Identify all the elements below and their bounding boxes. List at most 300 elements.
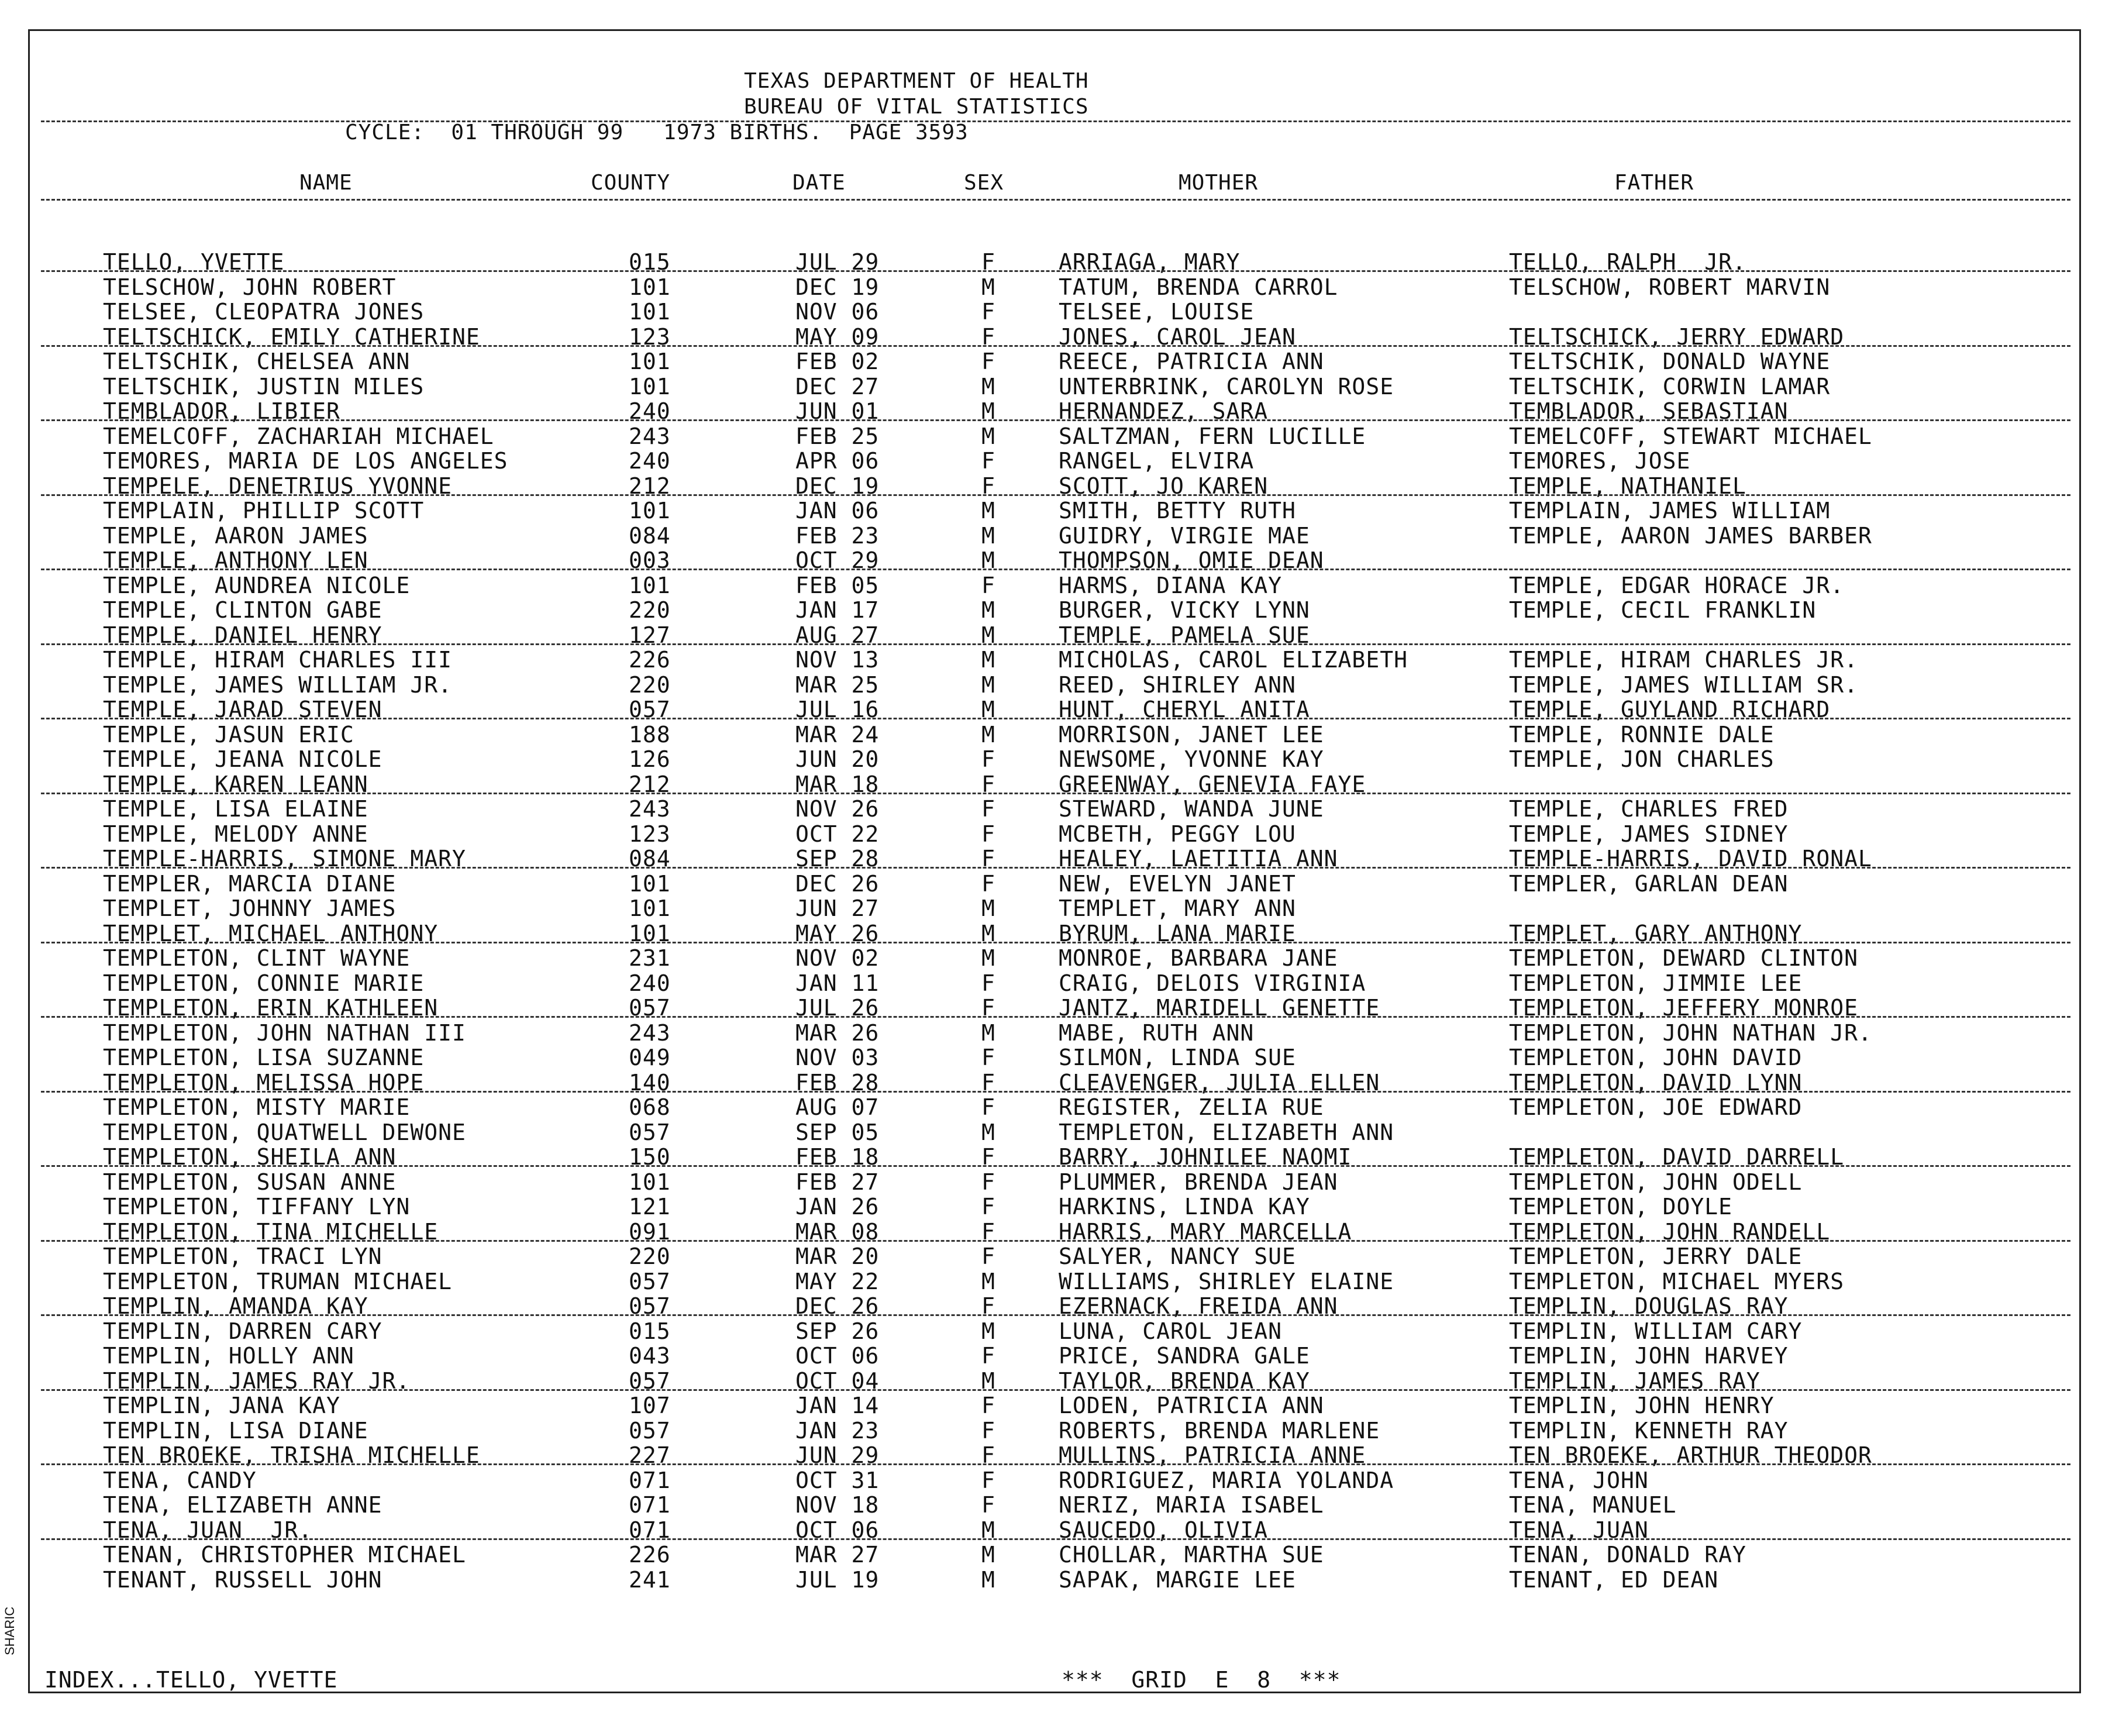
cell-date: DEC 27: [795, 373, 880, 399]
cell-name: TEMPLETON, SHEILA ANN: [103, 1144, 397, 1170]
cell-date: NOV 06: [795, 299, 880, 325]
cell-county: 240: [629, 970, 671, 996]
cell-father: TEMORES, JOSE: [1509, 448, 1691, 474]
cell-sex: F: [981, 349, 995, 374]
cell-mother: ARRIAGA, MARY: [1059, 249, 1241, 275]
cell-date: MAR 18: [795, 771, 880, 797]
cell-mother: BARRY, JOHNILEE NAOMI: [1059, 1144, 1352, 1170]
row-group-divider: [41, 1463, 2070, 1465]
cell-name: TELTSCHICK, EMILY CATHERINE: [103, 323, 480, 350]
cell-county: 140: [629, 1069, 671, 1096]
cell-sex: F: [981, 870, 995, 897]
cell-father: TEMPLE, JAMES SIDNEY: [1509, 821, 1789, 847]
cell-mother: NEWSOME, YVONNE KAY: [1059, 746, 1324, 772]
cell-mother: MABE, RUTH ANN: [1059, 1019, 1255, 1046]
cell-date: MAY 09: [795, 323, 880, 350]
bureau-title: BUREAU OF VITAL STATISTICS: [744, 95, 1089, 119]
cell-sex: F: [981, 970, 995, 996]
cell-county: 071: [629, 1467, 671, 1493]
cell-father: TEMPLE, CECIL FRANKLIN: [1509, 597, 1817, 623]
cell-name: TEMPLE, MELODY ANNE: [103, 821, 368, 847]
cell-county: 101: [629, 498, 671, 523]
table-row: [0, 1568, 2112, 1592]
cell-father: TEMPLETON, DAVID LYNN: [1509, 1069, 1803, 1096]
cell-mother: SALTZMAN, FERN LUCILLE: [1059, 423, 1366, 449]
cell-date: JUN 27: [795, 895, 880, 921]
table-row: [0, 1320, 2112, 1343]
cell-father: TEMELCOFF, STEWART MICHAEL: [1509, 423, 1872, 449]
cell-father: TEMPLE, HIRAM CHARLES JR.: [1509, 647, 1858, 673]
table-row: [0, 425, 2112, 448]
cell-county: 243: [629, 796, 671, 822]
cell-county: 240: [629, 448, 671, 474]
cell-sex: M: [981, 597, 995, 623]
cell-county: 049: [629, 1045, 671, 1070]
cell-father: TEMPLIN, JAMES RAY: [1509, 1368, 1760, 1394]
cell-name: TEMPLETON, SUSAN ANNE: [103, 1169, 397, 1195]
cell-father: TEMPLETON, DAVID DARRELL: [1509, 1144, 1845, 1170]
cell-mother: CHOLLAR, MARTHA SUE: [1059, 1542, 1324, 1568]
cell-date: FEB 25: [795, 423, 880, 449]
cell-sex: M: [981, 920, 995, 946]
cell-date: FEB 28: [795, 1069, 880, 1096]
cell-date: OCT 06: [795, 1517, 880, 1543]
cell-date: FEB 05: [795, 572, 880, 598]
cell-mother: PLUMMER, BRENDA JEAN: [1059, 1169, 1338, 1195]
cell-sex: M: [981, 895, 995, 921]
cell-father: TELTSCHIK, DONALD WAYNE: [1509, 349, 1831, 374]
cell-name: TEMORES, MARIA DE LOS ANGELES: [103, 448, 508, 474]
cell-date: MAY 26: [795, 920, 880, 946]
table-row: [0, 723, 2112, 746]
cell-father: TENAN, DONALD RAY: [1509, 1542, 1746, 1568]
cell-date: DEC 19: [795, 473, 880, 499]
table-row: [0, 1543, 2112, 1566]
table-row: [0, 972, 2112, 995]
cell-name: TEMPLETON, LISA SUZANNE: [103, 1045, 425, 1070]
cell-name: TEMPLETON, TRACI LYN: [103, 1244, 383, 1269]
cell-sex: M: [981, 671, 995, 698]
cell-mother: HUNT, CHERYL ANITA: [1059, 697, 1310, 722]
cell-date: DEC 26: [795, 1293, 880, 1319]
cell-mother: TELSEE, LOUISE: [1059, 299, 1255, 325]
cell-sex: M: [981, 622, 995, 648]
table-row: [0, 822, 2112, 846]
table-row: [0, 1096, 2112, 1119]
cell-mother: LODEN, PATRICIA ANN: [1059, 1393, 1324, 1418]
cell-father: TEMPLIN, WILLIAM CARY: [1509, 1318, 1803, 1344]
cell-name: TEMPLIN, HOLLY ANN: [103, 1343, 354, 1369]
cell-name: TEN BROEKE, TRISHA MICHELLE: [103, 1442, 480, 1468]
cell-sex: F: [981, 323, 995, 350]
row-group-divider: [41, 1314, 2070, 1316]
cell-name: TEMPLE, CLINTON GABE: [103, 597, 383, 623]
row-group-divider: [41, 643, 2070, 645]
cell-name: TEMPLIN, JANA KAY: [103, 1393, 340, 1418]
table-row: [0, 1195, 2112, 1218]
cell-county: 231: [629, 945, 671, 971]
cell-sex: F: [981, 1169, 995, 1195]
col-header-sex: SEX: [964, 171, 1004, 195]
cell-name: TELSEE, CLEOPATRA JONES: [103, 299, 425, 325]
cell-mother: HARRIS, MARY MARCELLA: [1059, 1218, 1352, 1245]
cell-name: TEMPLETON, JOHN NATHAN III: [103, 1019, 466, 1046]
cell-mother: CLEAVENGER, JULIA ELLEN: [1059, 1069, 1380, 1096]
cell-father: TEMPLIN, KENNETH RAY: [1509, 1417, 1789, 1444]
table-row: [0, 1245, 2112, 1268]
cell-mother: HARKINS, LINDA KAY: [1059, 1194, 1310, 1220]
table-row: [0, 1021, 2112, 1045]
cell-date: MAR 24: [795, 721, 880, 748]
table-row: [0, 375, 2112, 398]
cell-sex: F: [981, 1144, 995, 1170]
table-row: [0, 1170, 2112, 1194]
cell-date: JAN 06: [795, 498, 880, 523]
cell-name: TEMBLADOR, LIBIER: [103, 398, 340, 424]
cell-father: TEMPLIN, JOHN HENRY: [1509, 1393, 1775, 1418]
cell-mother: TATUM, BRENDA CARROL: [1059, 274, 1338, 300]
cell-name: TEMPLIN, JAMES RAY JR.: [103, 1368, 411, 1394]
cell-father: TEMBLADOR, SEBASTIAN: [1509, 398, 1789, 424]
cell-county: 241: [629, 1566, 671, 1593]
cell-sex: F: [981, 771, 995, 797]
cell-county: 101: [629, 870, 671, 897]
cell-county: 212: [629, 771, 671, 797]
cell-father: TENA, JUAN: [1509, 1517, 1649, 1543]
cell-name: TEMPLE, JAMES WILLIAM JR.: [103, 671, 452, 698]
cell-father: TEN BROEKE, ARTHUR THEODOR: [1509, 1442, 1872, 1468]
table-row: [0, 449, 2112, 473]
cell-name: TEMPLETON, TRUMAN MICHAEL: [103, 1268, 452, 1294]
cell-date: OCT 04: [795, 1368, 880, 1394]
row-group-divider: [41, 494, 2070, 496]
cell-county: 220: [629, 1244, 671, 1269]
cell-sex: M: [981, 1368, 995, 1394]
cell-name: TEMPLE, JASUN ERIC: [103, 721, 354, 748]
cell-father: TEMPLE, CHARLES FRED: [1509, 796, 1789, 822]
cell-name: TEMPLE, JARAD STEVEN: [103, 697, 383, 722]
cell-date: JUN 20: [795, 746, 880, 772]
cell-county: 188: [629, 721, 671, 748]
cell-sex: F: [981, 1244, 995, 1269]
cell-name: TEMPLETON, MISTY MARIE: [103, 1094, 411, 1120]
cell-county: 226: [629, 1542, 671, 1568]
row-group-divider: [41, 270, 2070, 272]
cell-county: 003: [629, 547, 671, 573]
cell-county: 091: [629, 1218, 671, 1245]
cell-mother: TEMPLET, MARY ANN: [1059, 895, 1296, 921]
cell-mother: STEWARD, WANDA JUNE: [1059, 796, 1324, 822]
cell-father: TEMPLER, GARLAN DEAN: [1509, 870, 1789, 897]
cell-mother: SAUCEDO, OLIVIA: [1059, 1517, 1269, 1543]
cell-date: JUL 26: [795, 995, 880, 1021]
cell-name: TEMPLIN, AMANDA KAY: [103, 1293, 368, 1319]
cell-date: MAR 25: [795, 671, 880, 698]
cell-date: MAY 22: [795, 1268, 880, 1294]
index-line: INDEX...TELLO, YVETTE: [44, 1667, 338, 1693]
row-group-divider: [41, 867, 2070, 869]
row-group-divider: [41, 793, 2070, 794]
cell-father: TEMPLETON, JOHN NATHAN JR.: [1509, 1019, 1872, 1046]
cell-sex: M: [981, 1566, 995, 1593]
cell-date: SEP 28: [795, 846, 880, 872]
cell-mother: EZERNACK, FREIDA ANN: [1059, 1293, 1338, 1319]
table-row: [0, 1469, 2112, 1492]
cell-sex: F: [981, 1194, 995, 1220]
cell-county: 057: [629, 697, 671, 722]
cell-date: OCT 29: [795, 547, 880, 573]
cell-county: 126: [629, 746, 671, 772]
cell-date: NOV 26: [795, 796, 880, 822]
cell-county: 240: [629, 398, 671, 424]
cell-date: NOV 13: [795, 647, 880, 673]
row-group-divider: [41, 345, 2070, 347]
cell-sex: F: [981, 1218, 995, 1245]
cell-name: TEMPLE, HIRAM CHARLES III: [103, 647, 452, 673]
table-row: [0, 1419, 2112, 1442]
cell-mother: LUNA, CAROL JEAN: [1059, 1318, 1283, 1344]
cell-mother: REED, SHIRLEY ANN: [1059, 671, 1296, 698]
cell-sex: M: [981, 945, 995, 971]
cell-sex: M: [981, 423, 995, 449]
cell-name: TEMPLAIN, PHILLIP SCOTT: [103, 498, 425, 523]
cell-mother: REECE, PATRICIA ANN: [1059, 349, 1324, 374]
cell-county: 101: [629, 274, 671, 300]
cell-date: MAR 27: [795, 1542, 880, 1568]
cell-sex: F: [981, 448, 995, 474]
table-row: [0, 748, 2112, 771]
row-group-divider: [41, 1389, 2070, 1391]
cell-father: TEMPLETON, JERRY DALE: [1509, 1244, 1803, 1269]
cell-name: TEMPLETON, CONNIE MARIE: [103, 970, 425, 996]
cell-mother: TEMPLE, PAMELA SUE: [1059, 622, 1310, 648]
cell-sex: F: [981, 1393, 995, 1418]
table-row: [0, 598, 2112, 622]
cell-county: 226: [629, 647, 671, 673]
cell-date: JAN 14: [795, 1393, 880, 1418]
cell-mother: HERNANDEZ, SARA: [1059, 398, 1269, 424]
cell-name: TENA, JUAN JR.: [103, 1517, 313, 1543]
cell-date: DEC 19: [795, 274, 880, 300]
cell-date: NOV 03: [795, 1045, 880, 1070]
table-row: [0, 350, 2112, 373]
cell-mother: SMITH, BETTY RUTH: [1059, 498, 1296, 523]
cell-name: TEMPLETON, QUATWELL DEWONE: [103, 1119, 466, 1145]
cell-date: SEP 05: [795, 1119, 880, 1145]
cell-mother: JONES, CAROL JEAN: [1059, 323, 1296, 350]
cell-sex: M: [981, 274, 995, 300]
side-label: SHARIC: [2, 1606, 17, 1655]
cell-date: JUL 29: [795, 249, 880, 275]
cell-date: JUN 01: [795, 398, 880, 424]
cell-name: TELSCHOW, JOHN ROBERT: [103, 274, 397, 300]
cell-name: TEMPLE, KAREN LEANN: [103, 771, 368, 797]
cell-name: TEMPLE, LISA ELAINE: [103, 796, 368, 822]
cell-mother: WILLIAMS, SHIRLEY ELAINE: [1059, 1268, 1394, 1294]
cell-name: TEMPLET, MICHAEL ANTHONY: [103, 920, 439, 946]
cell-county: 107: [629, 1393, 671, 1418]
cell-name: TEMPLE, AUNDREA NICOLE: [103, 572, 411, 598]
cell-mother: RANGEL, ELVIRA: [1059, 448, 1255, 474]
cell-county: 057: [629, 1368, 671, 1394]
cell-name: TELLO, YVETTE: [103, 249, 285, 275]
cell-name: TEMPLIN, DARREN CARY: [103, 1318, 383, 1344]
cell-date: DEC 26: [795, 870, 880, 897]
cell-father: TEMPLE, EDGAR HORACE JR.: [1509, 572, 1845, 598]
cell-mother: NERIZ, MARIA ISABEL: [1059, 1492, 1324, 1518]
cell-father: TENA, MANUEL: [1509, 1492, 1677, 1518]
cell-mother: SAPAK, MARGIE LEE: [1059, 1566, 1296, 1593]
cell-sex: M: [981, 1517, 995, 1543]
cell-sex: M: [981, 1318, 995, 1344]
cell-county: 015: [629, 1318, 671, 1344]
cell-county: 212: [629, 473, 671, 499]
cell-father: TENANT, ED DEAN: [1509, 1566, 1719, 1593]
cell-sex: M: [981, 522, 995, 549]
cell-date: FEB 23: [795, 522, 880, 549]
cell-sex: M: [981, 697, 995, 722]
col-header-mother: MOTHER: [1179, 171, 1259, 195]
org-title: TEXAS DEPARTMENT OF HEALTH: [744, 69, 1089, 93]
cell-mother: BYRUM, LANA MARIE: [1059, 920, 1296, 946]
cell-name: TEMPLE, JEANA NICOLE: [103, 746, 383, 772]
cell-mother: MONROE, BARBARA JANE: [1059, 945, 1338, 971]
cell-county: 121: [629, 1194, 671, 1220]
table-row: [0, 1121, 2112, 1144]
cell-sex: F: [981, 821, 995, 847]
cell-date: JUL 19: [795, 1566, 880, 1593]
cell-date: FEB 18: [795, 1144, 880, 1170]
cell-sex: M: [981, 1119, 995, 1145]
cell-name: TENA, ELIZABETH ANNE: [103, 1492, 383, 1518]
cell-county: 057: [629, 1268, 671, 1294]
cell-mother: GUIDRY, VIRGIE MAE: [1059, 522, 1310, 549]
col-header-name: NAME: [299, 171, 353, 195]
cell-date: OCT 06: [795, 1343, 880, 1369]
cell-father: TEMPLIN, JOHN HARVEY: [1509, 1343, 1789, 1369]
cell-sex: M: [981, 1542, 995, 1568]
cell-sex: F: [981, 995, 995, 1021]
cell-mother: SALYER, NANCY SUE: [1059, 1244, 1296, 1269]
cycle-line: CYCLE: 01 THROUGH 99 1973 BIRTHS. PAGE 3593: [345, 120, 969, 144]
cell-name: TEMPLE, DANIEL HENRY: [103, 622, 383, 648]
cell-name: TENA, CANDY: [103, 1467, 257, 1493]
cell-county: 101: [629, 373, 671, 399]
cell-county: 101: [629, 299, 671, 325]
cell-father: TEMPLE, NATHANIEL: [1509, 473, 1746, 499]
cell-county: 243: [629, 423, 671, 449]
cell-sex: F: [981, 1069, 995, 1096]
cell-father: TEMPLETON, DOYLE: [1509, 1194, 1733, 1220]
cell-date: FEB 02: [795, 349, 880, 374]
cell-date: JAN 23: [795, 1417, 880, 1444]
cell-name: TENANT, RUSSELL JOHN: [103, 1566, 383, 1593]
cell-date: MAR 26: [795, 1019, 880, 1046]
cell-sex: F: [981, 1293, 995, 1319]
row-group-divider: [41, 1240, 2070, 1242]
row-group-divider: [41, 1165, 2070, 1167]
cell-name: TEMPLER, MARCIA DIANE: [103, 870, 397, 897]
cell-county: 068: [629, 1094, 671, 1120]
cell-father: TEMPLE, AARON JAMES BARBER: [1509, 522, 1872, 549]
cell-sex: F: [981, 846, 995, 872]
cell-county: 101: [629, 572, 671, 598]
cell-date: AUG 07: [795, 1094, 880, 1120]
row-group-divider: [41, 569, 2070, 570]
cell-date: SEP 26: [795, 1318, 880, 1344]
cell-date: NOV 02: [795, 945, 880, 971]
cell-name: TEMPLETON, TINA MICHELLE: [103, 1218, 439, 1245]
row-group-divider: [41, 1016, 2070, 1018]
cell-mother: REGISTER, ZELIA RUE: [1059, 1094, 1324, 1120]
cell-father: TEMPLETON, JOHN ODELL: [1509, 1169, 1803, 1195]
cell-county: 123: [629, 821, 671, 847]
row-group-divider: [41, 718, 2070, 719]
cell-county: 084: [629, 522, 671, 549]
cell-sex: F: [981, 1492, 995, 1518]
cell-county: 243: [629, 1019, 671, 1046]
cell-mother: UNTERBRINK, CAROLYN ROSE: [1059, 373, 1394, 399]
cell-sex: M: [981, 1019, 995, 1046]
table-row: [0, 648, 2112, 671]
cell-mother: SCOTT, JO KAREN: [1059, 473, 1269, 499]
row-group-divider: [41, 1091, 2070, 1093]
cell-mother: HEALEY, LAETITIA ANN: [1059, 846, 1338, 872]
cell-date: NOV 18: [795, 1492, 880, 1518]
cell-mother: JANTZ, MARIDELL GENETTE: [1059, 995, 1380, 1021]
cell-father: TELTSCHICK, JERRY EDWARD: [1509, 323, 1845, 350]
cell-mother: CRAIG, DELOIS VIRGINIA: [1059, 970, 1366, 996]
cell-name: TEMPLETON, TIFFANY LYN: [103, 1194, 411, 1220]
table-row: [0, 1493, 2112, 1517]
cell-county: 150: [629, 1144, 671, 1170]
cell-mother: TAYLOR, BRENDA KAY: [1059, 1368, 1310, 1394]
cell-sex: F: [981, 746, 995, 772]
cell-father: TEMPLE, GUYLAND RICHARD: [1509, 697, 1831, 722]
table-row: [0, 524, 2112, 547]
cell-mother: THOMPSON, OMIE DEAN: [1059, 547, 1324, 573]
grid-line: *** GRID E 8 ***: [1062, 1667, 1341, 1693]
cell-county: 057: [629, 1417, 671, 1444]
cell-mother: NEW, EVELYN JANET: [1059, 870, 1296, 897]
col-header-date: DATE: [793, 171, 846, 195]
cell-sex: M: [981, 1268, 995, 1294]
col-header-father: FATHER: [1614, 171, 1694, 195]
cell-mother: MULLINS, PATRICIA ANNE: [1059, 1442, 1366, 1468]
cell-date: AUG 27: [795, 622, 880, 648]
cell-father: TELTSCHIK, CORWIN LAMAR: [1509, 373, 1831, 399]
table-row: [0, 499, 2112, 522]
cell-name: TEMPLETON, MELISSA HOPE: [103, 1069, 425, 1096]
cell-name: TENAN, CHRISTOPHER MICHAEL: [103, 1542, 466, 1568]
row-group-divider: [41, 942, 2070, 943]
table-row: [0, 1344, 2112, 1368]
cell-date: MAR 20: [795, 1244, 880, 1269]
column-header-divider: [41, 199, 2070, 201]
table-row: [0, 574, 2112, 597]
cell-county: 127: [629, 622, 671, 648]
cell-county: 101: [629, 920, 671, 946]
cell-date: JUL 16: [795, 697, 880, 722]
table-row: [0, 1046, 2112, 1069]
cell-sex: F: [981, 1094, 995, 1120]
cell-county: 015: [629, 249, 671, 275]
table-row: [0, 300, 2112, 323]
cell-county: 057: [629, 995, 671, 1021]
cell-father: TEMPLE, JON CHARLES: [1509, 746, 1775, 772]
cell-father: TELLO, RALPH JR.: [1509, 249, 1746, 275]
cell-name: TEMPLETON, ERIN KATHLEEN: [103, 995, 439, 1021]
